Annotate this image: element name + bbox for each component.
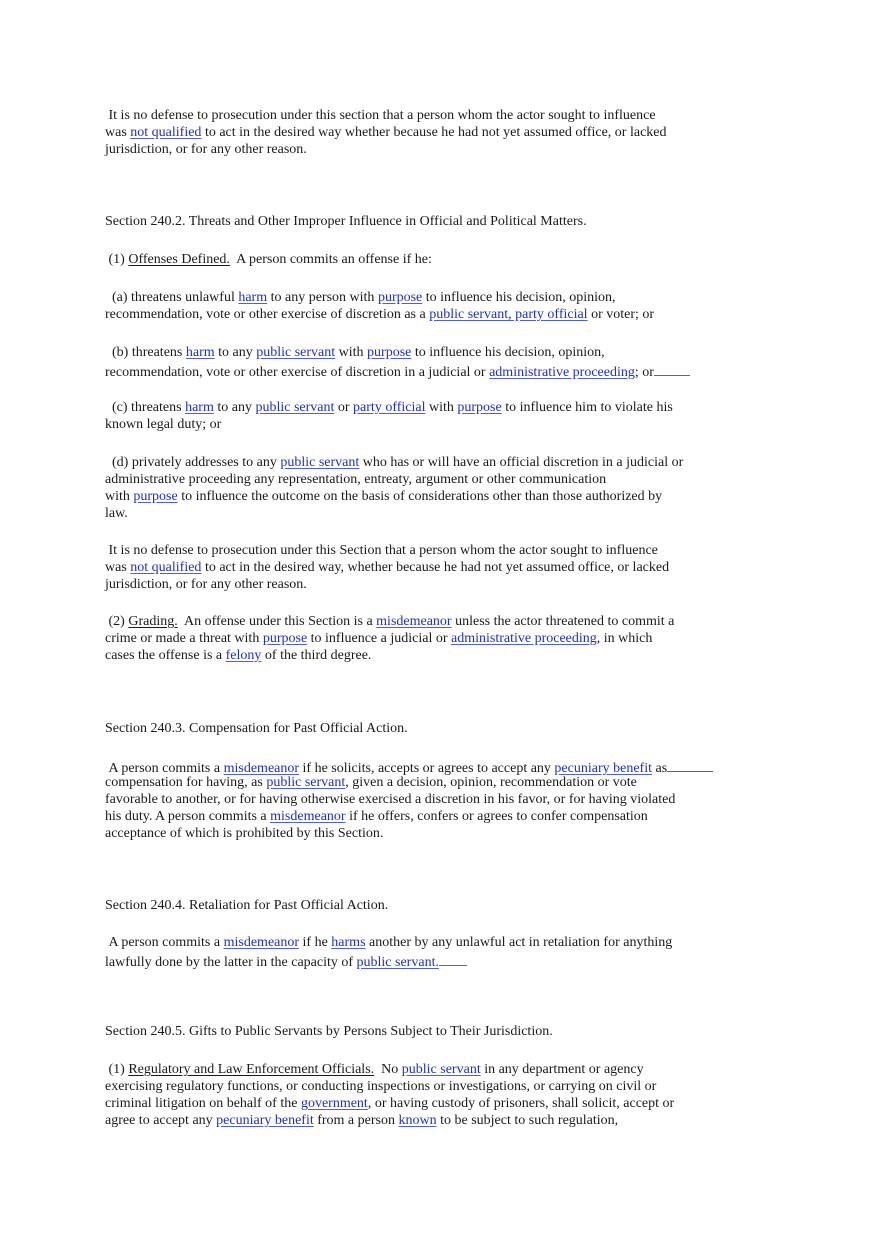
link-public-servant[interactable]: public servant bbox=[255, 400, 335, 415]
link-felony[interactable]: felony bbox=[225, 648, 262, 663]
paragraph-grading bbox=[105, 613, 674, 664]
subheading-regulatory-officials: Regulatory and Law Enforcement Officials. bbox=[128, 1062, 375, 1077]
link-known[interactable]: known bbox=[398, 1113, 437, 1128]
text-line: cases the offense is a felony of the third degree. bbox=[105, 648, 372, 663]
link-public-servant[interactable]: public servant bbox=[401, 1062, 481, 1077]
link-public-servant[interactable]: public servant bbox=[256, 345, 336, 360]
text-line: law. bbox=[105, 506, 128, 521]
section-heading-240-4: Section 240.4. Retaliation for Past Official Action. bbox=[105, 898, 389, 913]
text-line: A person commits a misdemeanor if he harms another by any unlawful act in retaliation for anything bbox=[108, 935, 673, 950]
paragraph-compensation bbox=[105, 757, 713, 842]
link-purpose[interactable]: purpose bbox=[262, 631, 308, 646]
clause-c bbox=[105, 399, 673, 433]
text-line: lawfully done by the latter in the capacity of public servant. bbox=[105, 951, 672, 968]
text-line: agree to accept any pecuniary benefit from a person known to be subject to such regulation, bbox=[105, 1113, 619, 1128]
link-underline-trail bbox=[654, 361, 690, 376]
link-underline-trail bbox=[439, 951, 467, 966]
text-line: recommendation, vote or other exercise of discretion in a judicial or administrative proceeding; or bbox=[105, 361, 690, 378]
text-line: favorable to another, or for having otherwise exercised a discretion in his favor, or for having violated bbox=[105, 792, 676, 807]
link-pecuniary-benefit[interactable]: pecuniary benefit bbox=[554, 761, 652, 776]
link-public-servant[interactable]: public servant. bbox=[356, 955, 439, 970]
text-line: (d) privately addresses to any public servant who has or will have an official discretion in a judicial or bbox=[112, 455, 684, 470]
link-public-servant-party-official[interactable]: public servant, party official bbox=[429, 307, 588, 322]
section-heading-240-2: Section 240.2. Threats and Other Improper Influence in Official and Political Matters. bbox=[105, 214, 587, 229]
text-line: (c) threatens harm to any public servant or party official with purpose to influence him to violate his bbox=[112, 400, 673, 415]
link-public-servant[interactable]: public servant bbox=[266, 775, 346, 790]
clause-d bbox=[105, 454, 683, 522]
text-line: A person commits a misdemeanor if he solicits, accepts or agrees to accept any pecuniary benefit as bbox=[105, 757, 713, 774]
link-public-servant[interactable]: public servant bbox=[280, 455, 360, 470]
paragraph-no-defense-240-2 bbox=[105, 542, 669, 593]
text-line: jurisdiction, or for any other reason. bbox=[105, 142, 307, 157]
link-party-official[interactable]: party official bbox=[353, 400, 426, 415]
text-line: acceptance of which is prohibited by this Section. bbox=[105, 826, 384, 841]
text-line: (1) Regulatory and Law Enforcement Officials. No public servant in any department or agency bbox=[108, 1062, 644, 1077]
link-administrative-proceeding[interactable]: administrative proceeding bbox=[489, 365, 635, 380]
text-line: was not qualified to act in the desired way whether because he had not yet assumed office, or lacked bbox=[105, 125, 667, 140]
text-line: criminal litigation on behalf of the government, or having custody of prisoners, shall solicit, accept or bbox=[105, 1096, 675, 1111]
text-line: his duty. A person commits a misdemeanor if he offers, confers or agrees to confer compensation bbox=[105, 809, 648, 824]
link-government[interactable]: government bbox=[300, 1096, 368, 1111]
text-line: with purpose to influence the outcome on the basis of considerations other than those authorized by bbox=[105, 489, 663, 504]
link-harm[interactable]: harm bbox=[185, 400, 214, 415]
link-misdemeanor[interactable]: misdemeanor bbox=[376, 614, 452, 629]
link-misdemeanor[interactable]: misdemeanor bbox=[223, 935, 300, 950]
text-line: exercising regulatory functions, or conducting inspections or investigations, or carrying on civil or bbox=[105, 1079, 657, 1094]
clause-a bbox=[105, 289, 654, 323]
paragraph-retaliation bbox=[105, 934, 672, 968]
link-purpose[interactable]: purpose bbox=[367, 345, 412, 360]
subheading-grading: Grading. bbox=[128, 614, 178, 629]
text-line: jurisdiction, or for any other reason. bbox=[105, 577, 307, 592]
paragraph-regulatory-officials bbox=[105, 1061, 674, 1129]
text-line: (b) threatens harm to any public servant with purpose to influence his decision, opinion, bbox=[112, 345, 605, 360]
link-pecuniary-benefit[interactable]: pecuniary benefit bbox=[216, 1113, 314, 1128]
link-purpose[interactable]: purpose bbox=[457, 400, 502, 415]
link-purpose[interactable]: purpose bbox=[133, 489, 178, 504]
text-line: (2) Grading. An offense under this Section is a misdemeanor unless the actor threatened to commit a bbox=[108, 614, 675, 629]
text-line: (a) threatens unlawful harm to any person with purpose to influence his decision, opinion, bbox=[112, 290, 616, 305]
section-heading-240-3: Section 240.3. Compensation for Past Official Action. bbox=[105, 721, 408, 736]
text-line: crime or made a threat with purpose to influence a judicial or administrative proceeding, in which bbox=[105, 631, 653, 646]
clause-b bbox=[105, 344, 690, 378]
link-misdemeanor[interactable]: misdemeanor bbox=[270, 809, 346, 824]
link-not-qualified[interactable]: not qualified bbox=[130, 560, 202, 575]
text-line: recommendation, vote or other exercise of discretion as a public servant, party official or voter; or bbox=[105, 307, 655, 322]
text-line: was not qualified to act in the desired way, whether because he had not yet assumed office, or lacked bbox=[105, 560, 670, 575]
link-harms[interactable]: harms bbox=[331, 935, 366, 950]
text-line: administrative proceeding any representation, entreaty, argument or other communication bbox=[105, 472, 607, 487]
subheading-offenses-defined: Offenses Defined. bbox=[128, 252, 230, 267]
text-line: It is no defense to prosecution under this section that a person whom the actor sought to influence bbox=[108, 108, 656, 123]
link-harm[interactable]: harm bbox=[238, 290, 268, 305]
link-administrative-proceeding[interactable]: administrative proceeding bbox=[451, 631, 597, 646]
text-line: compensation for having, as public servant, given a decision, opinion, recommendation or vote bbox=[105, 775, 637, 790]
link-harm[interactable]: harm bbox=[185, 345, 215, 360]
paragraph-offenses-defined bbox=[105, 251, 432, 268]
text-line: It is no defense to prosecution under this Section that a person whom the actor sought to influence bbox=[108, 543, 658, 558]
link-misdemeanor[interactable]: misdemeanor bbox=[223, 761, 300, 776]
paragraph-no-defense-240-1 bbox=[105, 107, 667, 158]
text-line: (1) Offenses Defined. A person commits an offense if he: bbox=[108, 252, 432, 267]
text-line: known legal duty; or bbox=[105, 417, 222, 432]
link-underline-trail bbox=[667, 757, 713, 772]
link-purpose[interactable]: purpose bbox=[377, 290, 423, 305]
link-not-qualified[interactable]: not qualified bbox=[130, 125, 202, 140]
section-heading-240-5: Section 240.5. Gifts to Public Servants by Persons Subject to Their Jurisdiction. bbox=[105, 1024, 553, 1039]
